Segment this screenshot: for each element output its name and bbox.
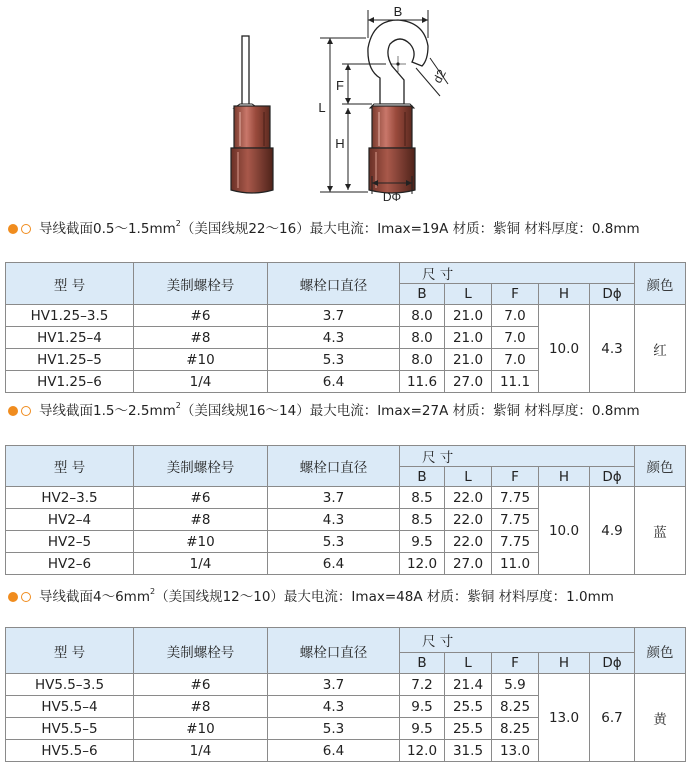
cell-bolt-dia: 4.3 xyxy=(268,696,400,718)
header-F: F xyxy=(492,653,539,674)
cell-model: HV5.5–5 xyxy=(6,718,134,740)
cell-model: HV2–4 xyxy=(6,509,134,531)
cell-bolt-dia: 6.4 xyxy=(268,371,400,393)
header-L: L xyxy=(445,284,492,305)
spec-superscript: 2 xyxy=(175,401,181,410)
cell-D: 4.9 xyxy=(590,487,635,575)
header-color: 颜色 xyxy=(635,446,686,487)
spec-table-1 xyxy=(5,262,686,393)
table-row xyxy=(6,487,686,509)
cell-F: 13.0 xyxy=(492,740,539,762)
cell-bolt-dia: 3.7 xyxy=(268,487,400,509)
cell-F: 7.0 xyxy=(492,327,539,349)
cell-model: HV1.25–6 xyxy=(6,371,134,393)
cell-B: 12.0 xyxy=(400,553,445,575)
cell-B: 7.2 xyxy=(400,674,445,696)
cell-L: 22.0 xyxy=(445,531,492,553)
cell-B: 8.0 xyxy=(400,327,445,349)
header-F: F xyxy=(492,467,539,487)
cell-bolt-dia: 4.3 xyxy=(268,327,400,349)
cell-L: 22.0 xyxy=(445,509,492,531)
orange-circle-icon xyxy=(21,224,31,234)
cell-L: 25.5 xyxy=(445,718,492,740)
cell-B: 9.5 xyxy=(400,531,445,553)
cell-model: HV1.25–3.5 xyxy=(6,305,134,327)
cell-us-bolt: #6 xyxy=(134,674,268,696)
cell-F: 11.0 xyxy=(492,553,539,575)
cell-bolt-dia: 5.3 xyxy=(268,349,400,371)
header-D: Dϕ xyxy=(590,284,635,305)
cell-bolt-dia: 5.3 xyxy=(268,531,400,553)
cell-us-bolt: #6 xyxy=(134,487,268,509)
spec-text: 导线截面0.5～1.5mm xyxy=(39,221,176,237)
spec-line-2 xyxy=(8,396,640,421)
cell-us-bolt: #6 xyxy=(134,305,268,327)
cell-L: 21.0 xyxy=(445,327,492,349)
label-D: DΦ xyxy=(382,190,402,204)
header-B: B xyxy=(400,653,445,674)
header-color: 颜色 xyxy=(635,628,686,674)
spec-superscript: 2 xyxy=(149,587,156,596)
cell-F: 5.9 xyxy=(492,674,539,696)
label-F: F xyxy=(336,78,344,93)
cell-us-bolt: 1/4 xyxy=(134,371,268,393)
cell-model: HV1.25–4 xyxy=(6,327,134,349)
cell-F: 7.0 xyxy=(492,349,539,371)
cell-us-bolt: #10 xyxy=(134,718,268,740)
label-d2: d2 xyxy=(430,67,449,86)
orange-dot-icon xyxy=(8,592,18,602)
cell-model: HV5.5–4 xyxy=(6,696,134,718)
cell-model: HV2–5 xyxy=(6,531,134,553)
cell-us-bolt: #8 xyxy=(134,696,268,718)
cell-F: 8.25 xyxy=(492,696,539,718)
cell-bolt-dia: 6.4 xyxy=(268,740,400,762)
header-size: 尺 寸 xyxy=(400,628,635,653)
cell-B: 9.5 xyxy=(400,718,445,740)
cell-us-bolt: #8 xyxy=(134,509,268,531)
cell-F: 11.1 xyxy=(492,371,539,393)
header-bolt-dia: 螺栓口直径 xyxy=(268,628,400,674)
cell-model: HV2–3.5 xyxy=(6,487,134,509)
header-B: B xyxy=(400,284,445,305)
label-B: B xyxy=(393,4,403,19)
cell-F: 7.75 xyxy=(492,509,539,531)
header-F: F xyxy=(492,284,539,305)
header-D: Dϕ xyxy=(590,653,635,674)
header-B: B xyxy=(400,467,445,487)
spec-line-3 xyxy=(8,582,614,607)
spec-line-1 xyxy=(8,214,640,239)
cell-F: 8.25 xyxy=(492,718,539,740)
cell-L: 21.0 xyxy=(445,305,492,327)
header-color: 颜色 xyxy=(635,263,686,305)
cell-L: 27.0 xyxy=(445,553,492,575)
cell-model: HV1.25–5 xyxy=(6,349,134,371)
spec-text: 导线截面1.5～2.5mm xyxy=(39,403,176,419)
cell-bolt-dia: 3.7 xyxy=(268,305,400,327)
cell-B: 8.0 xyxy=(400,305,445,327)
cell-L: 25.5 xyxy=(445,696,492,718)
cell-D: 6.7 xyxy=(590,674,635,762)
header-us-bolt: 美制螺栓号 xyxy=(134,263,268,305)
cell-model: HV2–6 xyxy=(6,553,134,575)
spec-text: （美国线规16～14）最大电流：Imax=27A 材质：紫铜 材料厚度：0.8mm xyxy=(180,403,640,419)
orange-dot-icon xyxy=(8,406,18,416)
cell-B: 8.0 xyxy=(400,349,445,371)
cell-B: 8.5 xyxy=(400,487,445,509)
header-L: L xyxy=(445,467,492,487)
header-H: H xyxy=(539,467,590,487)
cell-B: 9.5 xyxy=(400,696,445,718)
table-row xyxy=(6,305,686,327)
label-L: L xyxy=(318,100,326,115)
cell-us-bolt: #10 xyxy=(134,349,268,371)
label-H: H xyxy=(335,136,345,151)
header-H: H xyxy=(539,284,590,305)
cell-L: 27.0 xyxy=(445,371,492,393)
cell-color: 黄 xyxy=(635,674,686,762)
cell-bolt-dia: 4.3 xyxy=(268,509,400,531)
cell-us-bolt: #8 xyxy=(134,327,268,349)
header-size: 尺 寸 xyxy=(400,263,635,284)
cell-color: 蓝 xyxy=(635,487,686,575)
header-H: H xyxy=(539,653,590,674)
header-size: 尺 寸 xyxy=(400,446,635,467)
header-bolt-dia: 螺栓口直径 xyxy=(268,263,400,305)
cell-color: 红 xyxy=(635,305,686,393)
cell-bolt-dia: 3.7 xyxy=(268,674,400,696)
cell-F: 7.75 xyxy=(492,531,539,553)
side-view xyxy=(231,36,273,193)
cell-F: 7.75 xyxy=(492,487,539,509)
header-model: 型 号 xyxy=(6,446,134,487)
header-model: 型 号 xyxy=(6,263,134,305)
cell-us-bolt: #10 xyxy=(134,531,268,553)
spec-superscript: 2 xyxy=(175,219,181,228)
spec-table-2 xyxy=(5,445,686,575)
cell-L: 21.0 xyxy=(445,349,492,371)
table-row xyxy=(6,674,686,696)
cell-bolt-dia: 6.4 xyxy=(268,553,400,575)
cell-us-bolt: 1/4 xyxy=(134,740,268,762)
cell-B: 12.0 xyxy=(400,740,445,762)
spec-table-3 xyxy=(5,627,686,762)
cell-H: 10.0 xyxy=(539,305,590,393)
header-bolt-dia: 螺栓口直径 xyxy=(268,446,400,487)
orange-circle-icon xyxy=(21,406,31,416)
orange-circle-icon xyxy=(21,592,31,602)
spec-text: （美国线规12～10）最大电流：Imax=48A 材质：紫铜 材料厚度：1.0mm xyxy=(155,589,614,605)
cell-B: 8.5 xyxy=(400,509,445,531)
header-us-bolt: 美制螺栓号 xyxy=(134,628,268,674)
spec-text: 导线截面4～6mm xyxy=(39,589,150,605)
header-D: Dϕ xyxy=(590,467,635,487)
cell-L: 22.0 xyxy=(445,487,492,509)
spec-text: （美国线规22～16）最大电流：Imax=19A 材质：紫铜 材料厚度：0.8mm xyxy=(180,221,640,237)
header-model: 型 号 xyxy=(6,628,134,674)
cell-model: HV5.5–3.5 xyxy=(6,674,134,696)
cell-model: HV5.5–6 xyxy=(6,740,134,762)
cell-D: 4.3 xyxy=(590,305,635,393)
terminal-drawing xyxy=(0,0,690,205)
cell-B: 11.6 xyxy=(400,371,445,393)
cell-H: 13.0 xyxy=(539,674,590,762)
orange-dot-icon xyxy=(8,224,18,234)
cell-L: 21.4 xyxy=(445,674,492,696)
cell-bolt-dia: 5.3 xyxy=(268,718,400,740)
header-us-bolt: 美制螺栓号 xyxy=(134,446,268,487)
header-L: L xyxy=(445,653,492,674)
cell-L: 31.5 xyxy=(445,740,492,762)
front-view xyxy=(368,20,428,193)
cell-F: 7.0 xyxy=(492,305,539,327)
cell-H: 10.0 xyxy=(539,487,590,575)
cell-us-bolt: 1/4 xyxy=(134,553,268,575)
